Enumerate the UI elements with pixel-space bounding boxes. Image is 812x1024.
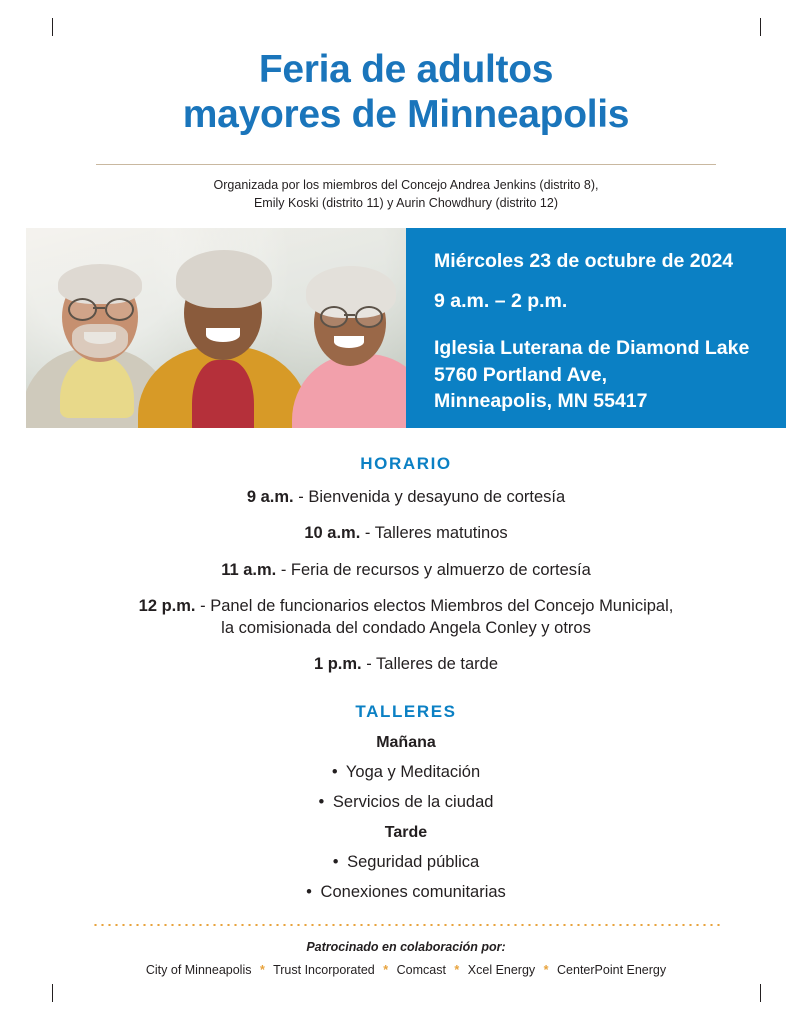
workshop-label: Conexiones comunitarias [320,882,506,901]
event-details-panel [406,228,786,428]
bullet-icon: • [318,792,325,811]
title-divider [96,164,716,165]
event-venue [434,335,764,414]
workshop-item [26,883,786,902]
workshop-label: Yoga y Meditación [345,762,481,781]
bullet-icon: • [306,882,312,901]
sponsor-name: CenterPoint Energy [557,962,667,977]
photo-person-3-glasses-right [355,306,383,328]
organizers-line-1: Organizada por los miembros del Concejo Andrea Jenkins (distrito 8), [213,177,599,192]
sponsor-separator: * [543,962,549,977]
schedule-desc: Talleres matutinos [374,524,508,543]
schedule-desc: Bienvenida y desayuno de cortesía [308,488,566,507]
schedule-time: 1 p.m. [313,655,362,674]
bullet-icon: • [331,762,338,781]
workshops-afternoon-title: Tarde [384,823,428,841]
crop-mark-bottom-left [52,984,53,1002]
workshop-item [26,763,786,782]
venue-city: Minneapolis, MN 55417 [434,390,648,413]
schedule-row [26,559,786,581]
photo-person-3-glasses-bridge [344,314,355,316]
seniors-photo [26,228,406,428]
sponsor-name: Xcel Energy [467,962,536,977]
schedule-desc: Feria de recursos y almuerzo de cortesía [290,560,591,579]
schedule-heading: HORARIO [360,454,452,474]
organizers-line-2: Emily Koski (distrito 11) y Aurin Chowdhury (distrito 12) [253,195,559,210]
photo-person-1-glasses-right [105,298,134,321]
schedule-desc-continued: la comisionada del condado Angela Conley y otros [221,619,591,638]
photo-person-2-smile [206,328,240,342]
page-title [26,48,786,138]
sponsor-name: City of Minneapolis [145,962,252,977]
sponsor-separator: * [383,962,389,977]
workshop-item [26,793,786,812]
workshop-label: Seguridad pública [347,852,480,871]
sponsor-separator: * [259,962,265,977]
photo-person-1-beard [72,324,128,358]
workshops-morning-title: Mañana [376,733,436,751]
sponsor-separator: * [454,962,460,977]
photo-person-3-glasses-left [320,306,348,328]
schedule-row [26,522,786,544]
sponsors-label: Patrocinado en colaboración por: [306,939,506,954]
photo-person-1-hair [58,264,142,304]
photo-person-3-hair [306,266,396,318]
schedule-dash: - [366,655,372,674]
workshop-item [26,853,786,872]
schedule-row [26,486,786,508]
photo-person-3-smile [334,336,364,348]
schedule-row [26,595,786,640]
workshops-heading: TALLERES [355,701,457,721]
venue-street: 5760 Portland Ave, [434,363,608,386]
bullet-icon: • [332,852,339,871]
title-line-1: Feria de adultos [258,48,554,91]
schedule-dash: - [200,596,206,615]
sponsor-name: Comcast [396,962,446,977]
event-time: 9 a.m. – 2 p.m. [434,290,568,313]
schedule-time: 11 a.m. [221,560,277,579]
schedule-time: 10 a.m. [304,524,361,543]
crop-mark-bottom-right [760,984,761,1002]
workshop-label: Servicios de la ciudad [332,792,494,811]
schedule-list [26,486,786,676]
hero-band [26,228,786,428]
schedule-desc: Talleres de tarde [376,655,499,674]
venue-name: Iglesia Luterana de Diamond Lake [434,337,750,360]
sponsor-name: Trust Incorporated [273,962,375,977]
title-line-2: mayores de Minneapolis [182,92,630,136]
photo-person-1-glasses-left [68,298,97,321]
photo-person-2-shirt [192,360,254,428]
schedule-dash: - [280,560,287,579]
organizers [26,176,786,212]
event-date: Miércoles 23 de octubre de 2024 [434,250,734,273]
schedule-time: 9 a.m. [246,488,294,507]
workshops-list [26,734,786,902]
schedule-row [26,653,786,675]
schedule-dash: - [364,524,371,543]
photo-person-1-glasses-bridge [93,307,105,309]
schedule-time: 12 p.m. [138,596,196,615]
sponsors-list [26,963,786,977]
dotted-divider [92,924,720,926]
schedule-dash: - [298,488,304,507]
flyer-content [26,0,786,977]
schedule-desc: Panel de funcionarios electos Miembros del Concejo Municipal, [210,596,674,615]
photo-person-2-hair [176,250,272,308]
